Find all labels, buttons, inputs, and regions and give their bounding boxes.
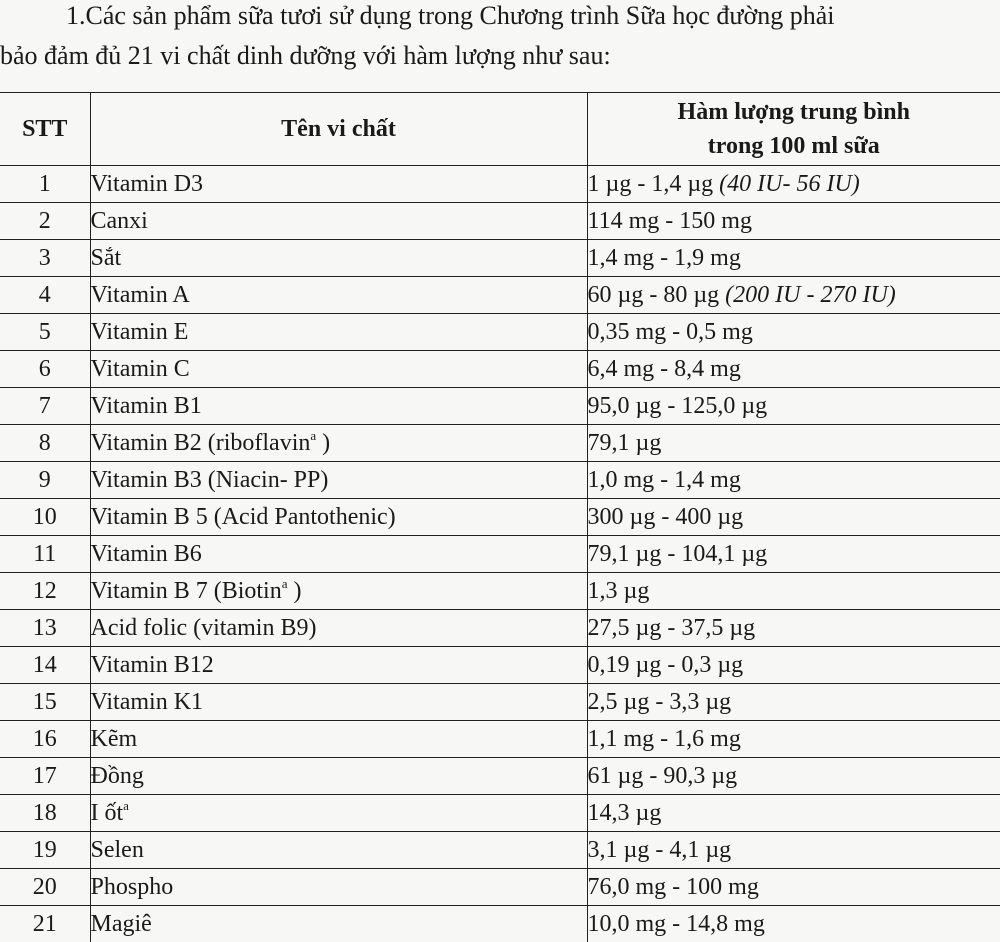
nutrient-name: Vitamin B3 (Niacin- PP) <box>91 467 329 493</box>
cell-value <box>587 203 1000 240</box>
amount-range: 1,1 mg - 1,6 mg <box>588 726 741 752</box>
amount-range: 76,0 mg - 100 mg <box>588 874 759 900</box>
cell-stt: 13 <box>0 610 90 647</box>
header-value-line1: Hàm lượng trung bình <box>678 99 910 125</box>
cell-value <box>587 351 1000 388</box>
nutrient-name: Vitamin B 5 (Acid Pantothenic) <box>91 504 396 530</box>
cell-name <box>90 425 587 462</box>
nutrient-name: Vitamin B12 <box>91 652 214 678</box>
cell-name <box>90 906 587 942</box>
cell-value <box>587 573 1000 610</box>
table-row <box>0 869 1000 906</box>
table-row <box>0 166 1000 203</box>
table-row <box>0 388 1000 425</box>
cell-name <box>90 536 587 573</box>
amount-range: 1 µg - 1,4 µg <box>588 171 714 197</box>
iu-equivalent: (40 IU- 56 IU) <box>719 171 860 197</box>
cell-value <box>587 240 1000 277</box>
intro-line-1: 1.Các sản phẩm sữa tươi sử dụng trong Chương trình Sữa học đường phải <box>66 0 835 36</box>
cell-stt: 20 <box>0 869 90 906</box>
cell-value <box>587 462 1000 499</box>
nutrient-name: Magiê <box>91 911 152 937</box>
table-row <box>0 203 1000 240</box>
footnote-marker: a <box>282 576 288 591</box>
table-row <box>0 795 1000 832</box>
cell-name <box>90 610 587 647</box>
header-value <box>587 93 1000 166</box>
table-row <box>0 684 1000 721</box>
cell-name <box>90 647 587 684</box>
table-row <box>0 499 1000 536</box>
nutrient-name: Sắt <box>91 245 122 271</box>
nutrient-name: Vitamin B1 <box>91 393 202 419</box>
cell-name <box>90 758 587 795</box>
nutrient-name: Kẽm <box>91 726 138 752</box>
nutrient-name: I ốt <box>91 800 124 826</box>
cell-name <box>90 795 587 832</box>
cell-value <box>587 647 1000 684</box>
table-row <box>0 425 1000 462</box>
amount-range: 60 µg - 80 µg <box>588 282 720 308</box>
table-row <box>0 906 1000 942</box>
cell-stt: 10 <box>0 499 90 536</box>
cell-name <box>90 314 587 351</box>
cell-name <box>90 166 587 203</box>
cell-stt: 2 <box>0 203 90 240</box>
cell-stt: 19 <box>0 832 90 869</box>
cell-value <box>587 536 1000 573</box>
cell-name <box>90 869 587 906</box>
cell-stt: 3 <box>0 240 90 277</box>
cell-stt: 12 <box>0 573 90 610</box>
amount-range: 61 µg - 90,3 µg <box>588 763 738 789</box>
table-row <box>0 758 1000 795</box>
nutrient-name: Vitamin C <box>91 356 190 382</box>
amount-range: 1,4 mg - 1,9 mg <box>588 245 741 271</box>
table-row <box>0 277 1000 314</box>
table-row <box>0 351 1000 388</box>
header-name: Tên vi chất <box>90 93 587 166</box>
cell-stt: 7 <box>0 388 90 425</box>
cell-value <box>587 610 1000 647</box>
cell-stt: 6 <box>0 351 90 388</box>
cell-name <box>90 462 587 499</box>
amount-range: 3,1 µg - 4,1 µg <box>588 837 732 863</box>
amount-range: 0,19 µg - 0,3 µg <box>588 652 744 678</box>
nutrient-name: Vitamin B6 <box>91 541 202 567</box>
cell-value <box>587 795 1000 832</box>
header-stt: STT <box>0 93 90 166</box>
cell-value <box>587 684 1000 721</box>
nutrient-name-end: ) <box>322 430 330 456</box>
cell-name <box>90 721 587 758</box>
cell-value <box>587 388 1000 425</box>
cell-name <box>90 499 587 536</box>
nutrient-name: Canxi <box>91 208 148 234</box>
amount-range: 114 mg - 150 mg <box>588 208 752 234</box>
nutrient-name: Vitamin D3 <box>91 171 204 197</box>
cell-stt: 16 <box>0 721 90 758</box>
cell-stt: 15 <box>0 684 90 721</box>
nutrient-name: Selen <box>91 837 144 863</box>
cell-stt: 21 <box>0 906 90 942</box>
nutrient-name: Vitamin K1 <box>91 689 204 715</box>
table-row <box>0 462 1000 499</box>
nutrient-name: Acid folic (vitamin B9) <box>91 615 317 641</box>
cell-stt: 5 <box>0 314 90 351</box>
cell-value <box>587 869 1000 906</box>
cell-stt: 8 <box>0 425 90 462</box>
cell-value <box>587 425 1000 462</box>
iu-equivalent: (200 IU - 270 IU) <box>725 282 896 308</box>
header-value-line2: trong 100 ml sữa <box>708 133 880 159</box>
amount-range: 95,0 µg - 125,0 µg <box>588 393 768 419</box>
table-row <box>0 240 1000 277</box>
cell-stt: 11 <box>0 536 90 573</box>
intro-line-2: bảo đảm đủ 21 vi chất dinh dưỡng với hàm lượng như sau: <box>0 36 611 76</box>
cell-value <box>587 314 1000 351</box>
amount-range: 27,5 µg - 37,5 µg <box>588 615 756 641</box>
cell-value <box>587 277 1000 314</box>
cell-name <box>90 684 587 721</box>
cell-value <box>587 499 1000 536</box>
cell-stt: 14 <box>0 647 90 684</box>
table-row <box>0 536 1000 573</box>
amount-range: 14,3 µg <box>588 800 662 826</box>
cell-name <box>90 832 587 869</box>
table-row <box>0 832 1000 869</box>
amount-range: 2,5 µg - 3,3 µg <box>588 689 732 715</box>
cell-name <box>90 388 587 425</box>
footnote-marker: a <box>123 798 129 813</box>
amount-range: 79,1 µg <box>588 430 662 456</box>
cell-name <box>90 351 587 388</box>
footnote-marker: a <box>310 428 316 443</box>
amount-range: 6,4 mg - 8,4 mg <box>588 356 741 382</box>
nutrient-name: Phospho <box>91 874 174 900</box>
table-header-row <box>0 93 1000 166</box>
nutrient-name: Vitamin B2 (riboflavin <box>91 430 311 456</box>
nutrient-table <box>0 92 1000 942</box>
nutrient-name: Vitamin B 7 (Biotin <box>91 578 282 604</box>
nutrient-name-end: ) <box>294 578 302 604</box>
amount-range: 1,0 mg - 1,4 mg <box>588 467 741 493</box>
table-row <box>0 610 1000 647</box>
table-row <box>0 573 1000 610</box>
amount-range: 300 µg - 400 µg <box>588 504 744 530</box>
amount-range: 79,1 µg - 104,1 µg <box>588 541 768 567</box>
amount-range: 1,3 µg <box>588 578 650 604</box>
cell-value <box>587 721 1000 758</box>
cell-value <box>587 166 1000 203</box>
cell-stt: 17 <box>0 758 90 795</box>
table-row <box>0 314 1000 351</box>
table-row <box>0 721 1000 758</box>
cell-value <box>587 832 1000 869</box>
cell-value <box>587 758 1000 795</box>
amount-range: 10,0 mg - 14,8 mg <box>588 911 765 937</box>
cell-stt: 4 <box>0 277 90 314</box>
cell-name <box>90 203 587 240</box>
cell-stt: 9 <box>0 462 90 499</box>
table-row <box>0 647 1000 684</box>
cell-stt: 18 <box>0 795 90 832</box>
cell-name <box>90 277 587 314</box>
cell-value <box>587 906 1000 942</box>
nutrient-name: Vitamin E <box>91 319 189 345</box>
nutrient-name: Vitamin A <box>91 282 190 308</box>
amount-range: 0,35 mg - 0,5 mg <box>588 319 753 345</box>
cell-name <box>90 573 587 610</box>
cell-stt: 1 <box>0 166 90 203</box>
nutrient-name: Đồng <box>91 763 144 789</box>
cell-name <box>90 240 587 277</box>
